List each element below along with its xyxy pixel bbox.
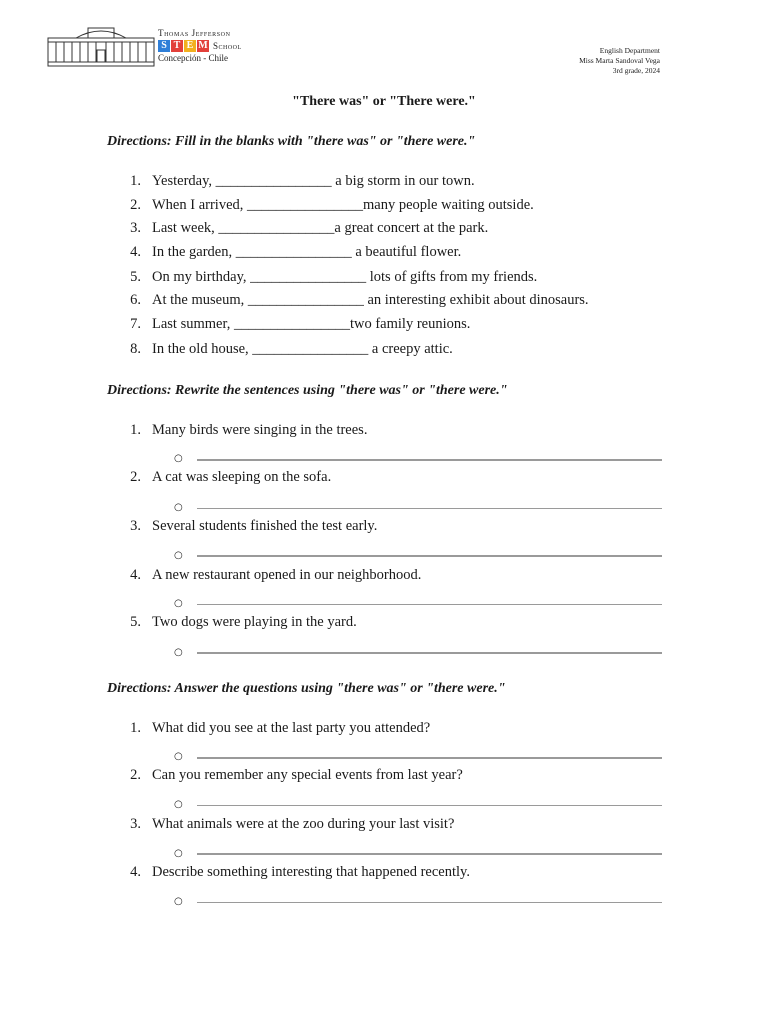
item-number: 5.	[130, 614, 141, 630]
school-name-block	[158, 28, 242, 63]
item-text: A cat was sleeping on the sofa.	[152, 469, 332, 485]
item-text: In the old house, ________________ a creepy attic.	[152, 341, 453, 357]
item-number: 3.	[130, 518, 141, 534]
answer-bullet: ○	[174, 896, 183, 907]
item-number: 3.	[130, 220, 141, 236]
item-text: Describe something interesting that happened recently.	[152, 864, 470, 880]
item-number: 4.	[130, 567, 141, 583]
item-number: 7.	[130, 316, 141, 332]
item-number: 4.	[130, 244, 141, 260]
item-number: 6.	[130, 292, 141, 308]
item-text: Two dogs were playing in the yard.	[152, 614, 357, 630]
stem-letter-m: M	[198, 40, 208, 51]
item-number: 8.	[130, 341, 141, 357]
item-text: Can you remember any special events from last year?	[152, 767, 463, 783]
answer-bullet: ○	[174, 502, 183, 513]
item-number: 1.	[130, 720, 141, 736]
answer-bullet: ○	[174, 453, 183, 464]
stem-letter-s: S	[158, 40, 170, 52]
answer-line[interactable]	[197, 508, 662, 509]
answer-line[interactable]	[197, 652, 662, 654]
item-text: Yesterday, ________________ a big storm in our town.	[152, 173, 475, 189]
item-text: A new restaurant opened in our neighborhood.	[152, 567, 422, 583]
answer-bullet: ○	[174, 647, 183, 658]
section2-directions: Directions: Rewrite the sentences using "there was" or "there were."	[107, 383, 508, 398]
item-number: 3.	[130, 816, 141, 832]
answer-bullet: ○	[174, 550, 183, 561]
item-number: 2.	[130, 197, 141, 213]
answer-bullet: ○	[174, 799, 183, 810]
grade-year: 3rd grade, 2024	[612, 66, 660, 75]
answer-line[interactable]	[197, 902, 662, 903]
stem-letter-e: E	[184, 40, 196, 52]
school-building-logo-icon	[46, 24, 156, 68]
item-text: When I arrived, ________________many people waiting outside.	[152, 197, 534, 213]
department-info	[579, 46, 660, 76]
item-number: 2.	[130, 469, 141, 485]
item-number: 2.	[130, 767, 141, 783]
answer-bullet: ○	[174, 598, 183, 609]
item-text: Last week, ________________a great concert at the park.	[152, 220, 489, 236]
item-text: What animals were at the zoo during your last visit?	[152, 816, 455, 832]
section3-directions: Directions: Answer the questions using "there was" or "there were."	[107, 681, 506, 696]
item-text: Several students finished the test early.	[152, 518, 378, 534]
answer-bullet: ○	[174, 848, 183, 859]
answer-line[interactable]	[197, 604, 662, 605]
answer-line[interactable]	[197, 853, 662, 855]
item-text: At the museum, ________________ an interesting exhibit about dinosaurs.	[152, 292, 589, 308]
worksheet-title: "There was" or "There were."	[292, 94, 476, 109]
answer-line[interactable]	[197, 805, 662, 806]
item-number: 5.	[130, 269, 141, 285]
department-name: English Department	[599, 46, 660, 55]
item-text: Last summer, ________________two family reunions.	[152, 316, 471, 332]
teacher-name: Miss Marta Sandoval Vega	[579, 56, 660, 65]
school-location: Concepción - Chile	[158, 53, 228, 63]
answer-line[interactable]	[197, 757, 662, 759]
school-name: Thomas Jefferson	[158, 28, 231, 38]
answer-line[interactable]	[197, 555, 662, 557]
section1-directions: Directions: Fill in the blanks with "there was" or "there were."	[107, 134, 476, 149]
answer-line[interactable]	[197, 459, 662, 461]
item-number: 1.	[130, 173, 141, 189]
item-text: Many birds were singing in the trees.	[152, 422, 368, 438]
stem-school-line	[158, 40, 242, 52]
stem-letter-t: T	[171, 40, 183, 52]
school-word: School	[213, 41, 242, 51]
item-text: In the garden, ________________ a beautiful flower.	[152, 244, 462, 260]
answer-bullet: ○	[174, 751, 183, 762]
item-text: On my birthday, ________________ lots of gifts from my friends.	[152, 269, 538, 285]
item-text: What did you see at the last party you attended?	[152, 720, 431, 736]
item-number: 4.	[130, 864, 141, 880]
item-number: 1.	[130, 422, 141, 438]
